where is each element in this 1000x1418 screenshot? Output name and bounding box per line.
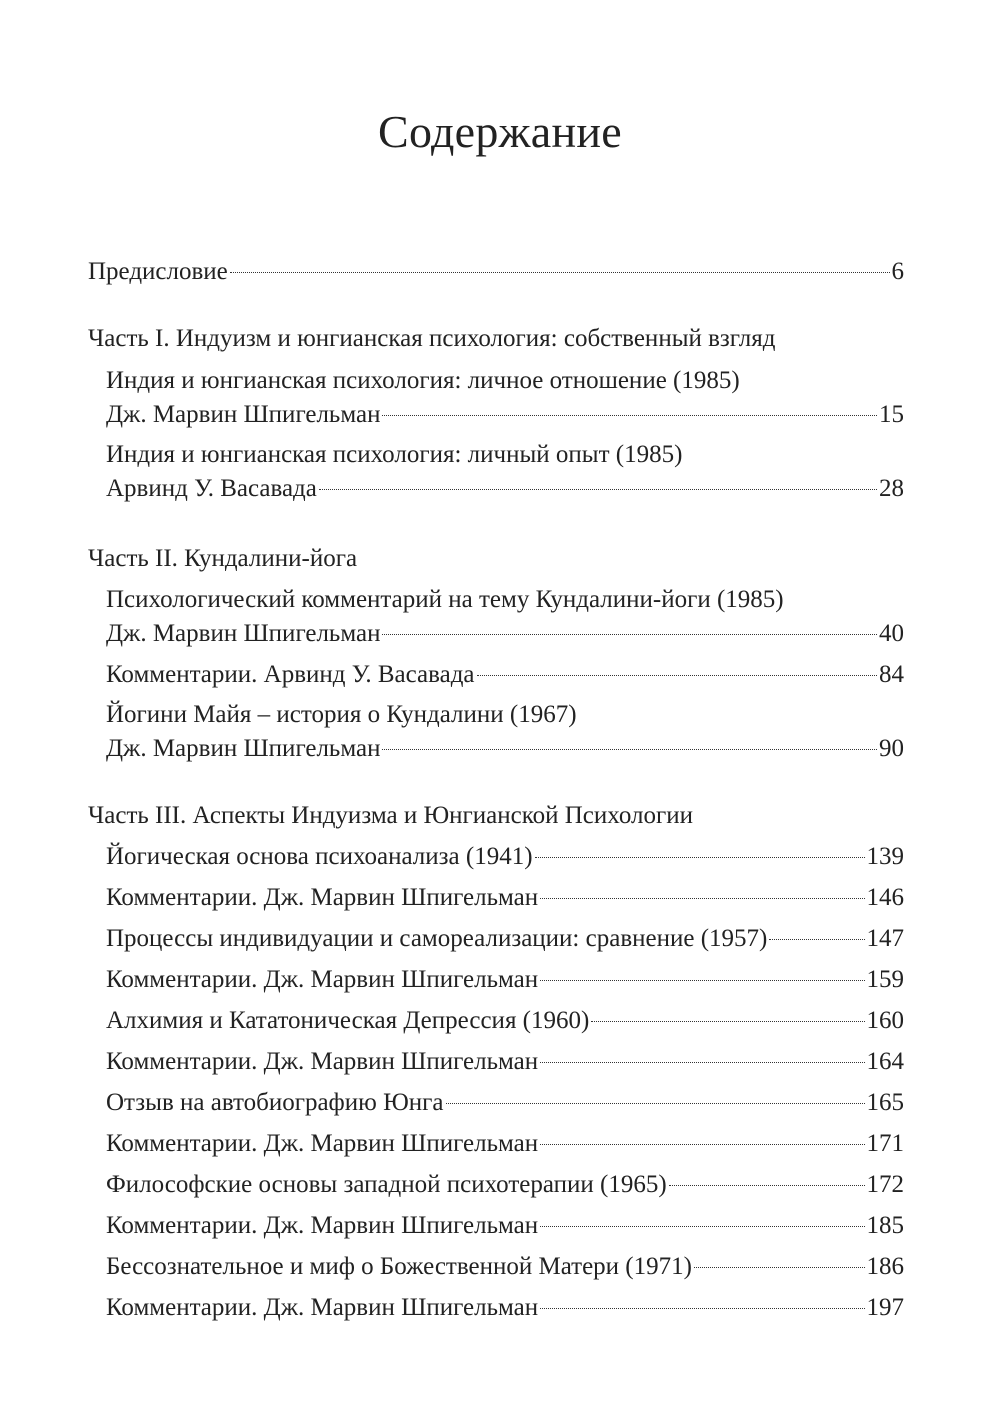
toc-entry-page: 147 [866, 925, 904, 952]
toc-entry[interactable] [106, 922, 904, 956]
toc-entry-text: Арвинд У. Васавада [106, 475, 317, 502]
toc-entry[interactable] [106, 1168, 904, 1202]
toc-entry[interactable] [106, 1209, 904, 1243]
toc-entry-text: Алхимия и Кататоническая Депрессия (1960) [106, 1007, 590, 1034]
toc-entry[interactable] [106, 1045, 904, 1079]
toc-entry-text: Дж. Марвин Шпигельман [106, 401, 381, 428]
toc-entry[interactable] [106, 1127, 904, 1161]
toc-entry-preface[interactable] [88, 255, 904, 289]
toc-entry-page: 165 [866, 1089, 904, 1116]
dot-leader [669, 1185, 865, 1186]
toc-entry[interactable] [106, 1250, 904, 1284]
toc-entry-text: Комментарии. Дж. Марвин Шпигельман [106, 1130, 539, 1157]
toc-entry[interactable] [106, 963, 904, 997]
dot-leader [382, 415, 877, 416]
toc-entry-text: Комментарии. Дж. Марвин Шпигельман [106, 1048, 539, 1075]
toc-entry-text: Комментарии. Дж. Марвин Шпигельман [106, 884, 539, 911]
toc-entry-text: Йогическая основа психоанализа (1941) [106, 843, 533, 870]
toc-entry[interactable] [106, 732, 904, 766]
dot-leader [535, 857, 865, 858]
toc-entry-title: Йогини Майя – история о Кундалини (1967) [106, 701, 577, 728]
toc-entry-text: Предисловие [88, 258, 228, 285]
toc-entry[interactable] [106, 1086, 904, 1120]
toc-entry[interactable] [106, 881, 904, 915]
toc-entry[interactable] [106, 398, 904, 432]
dot-leader [382, 634, 877, 635]
dot-leader [319, 489, 877, 490]
toc-entry-page: 171 [866, 1130, 904, 1157]
toc-entry-page: 40 [879, 620, 904, 647]
toc-entry-title: Психологический комментарий на тему Кундалини-йоги (1985) [106, 586, 784, 613]
toc-entry-text: Комментарии. Дж. Марвин Шпигельман [106, 966, 539, 993]
toc-entry-text: Дж. Марвин Шпигельман [106, 735, 381, 762]
toc-entry-page: 6 [891, 258, 904, 285]
toc-entry-title: Индия и юнгианская психология: личный опыт (1985) [106, 441, 683, 468]
dot-leader [591, 1021, 864, 1022]
toc-entry-page: 28 [879, 475, 904, 502]
part-heading: Часть II. Кундалини-йога [88, 545, 358, 572]
toc-entry-page: 90 [879, 735, 904, 762]
dot-leader [446, 1103, 865, 1104]
dot-leader [540, 980, 864, 981]
toc-entry-page: 84 [879, 661, 904, 688]
toc-entry[interactable] [106, 1291, 904, 1325]
toc-entry-page: 15 [879, 401, 904, 428]
dot-leader [540, 1308, 864, 1309]
toc-entry[interactable] [106, 840, 904, 874]
toc-entry-page: 160 [866, 1007, 904, 1034]
dot-leader [477, 675, 877, 676]
toc-entry-page: 139 [866, 843, 904, 870]
dot-leader [540, 1062, 864, 1063]
toc-entry-page: 197 [866, 1294, 904, 1321]
toc-entry[interactable] [106, 658, 904, 692]
toc-entry-page: 172 [866, 1171, 904, 1198]
toc-entry-page: 185 [866, 1212, 904, 1239]
part-heading: Часть I. Индуизм и юнгианская психология: собственный взгляд [88, 325, 776, 352]
page-title: Содержание [377, 106, 623, 157]
toc-entry-page: 146 [866, 884, 904, 911]
part-heading: Часть III. Аспекты Индуизма и Юнгианской Психологии [88, 802, 693, 829]
toc-entry-text: Отзыв на автобиографию Юнга [106, 1089, 444, 1116]
toc-entry-page: 159 [866, 966, 904, 993]
dot-leader [769, 939, 864, 940]
toc-entry-page: 164 [866, 1048, 904, 1075]
toc-entry-text: Комментарии. Дж. Марвин Шпигельман [106, 1294, 539, 1321]
toc-entry[interactable] [106, 617, 904, 651]
toc-entry-page: 186 [866, 1253, 904, 1280]
toc-entry-text: Комментарии. Арвинд У. Васавада [106, 661, 475, 688]
toc-entry-text: Философские основы западной психотерапии (1965) [106, 1171, 667, 1198]
dot-leader [382, 749, 877, 750]
dot-leader [540, 898, 864, 899]
toc-entry-title: Индия и юнгианская психология: личное отношение (1985) [106, 367, 740, 394]
toc-entry-text: Комментарии. Дж. Марвин Шпигельман [106, 1212, 539, 1239]
toc-entry-text: Процессы индивидуации и самореализации: сравнение (1957) [106, 925, 768, 952]
toc-entry-text: Бессознательное и миф о Божественной Матери (1971) [106, 1253, 692, 1280]
dot-leader [230, 272, 890, 273]
dot-leader [540, 1144, 864, 1145]
dot-leader [694, 1267, 865, 1268]
toc-entry-text: Дж. Марвин Шпигельман [106, 620, 381, 647]
dot-leader [540, 1226, 864, 1227]
toc-entry[interactable] [106, 472, 904, 506]
toc-entry[interactable] [106, 1004, 904, 1038]
